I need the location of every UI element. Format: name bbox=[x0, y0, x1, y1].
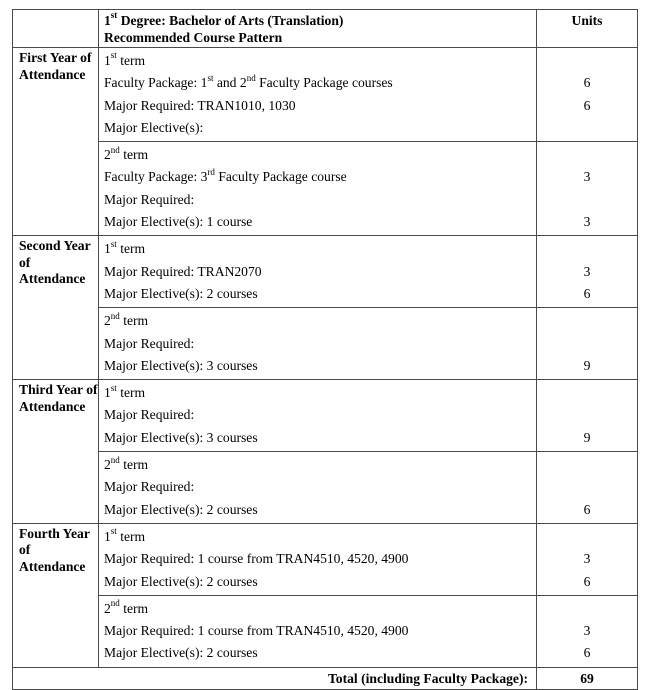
term-units-cell bbox=[537, 380, 638, 452]
header-title-cell bbox=[99, 10, 537, 48]
course-pattern-body bbox=[13, 10, 638, 690]
course-line: Major Elective(s): 2 courses bbox=[104, 285, 258, 301]
course-line: Major Required: bbox=[104, 191, 195, 207]
term-row bbox=[13, 236, 638, 308]
units-spacer bbox=[537, 238, 637, 260]
term-heading: 2nd term bbox=[104, 454, 149, 473]
term-row bbox=[13, 595, 638, 667]
term-row bbox=[13, 380, 638, 452]
units-spacer bbox=[537, 50, 637, 72]
year-label: Second Year of Attendance bbox=[13, 236, 99, 380]
course-line: Faculty Package: 3rd Faculty Package course bbox=[104, 166, 347, 185]
course-line: Major Elective(s): 2 courses bbox=[104, 573, 258, 589]
term-row bbox=[13, 142, 638, 236]
course-units bbox=[537, 189, 637, 211]
term-units-cell bbox=[537, 452, 638, 524]
year-label: First Year of Attendance bbox=[13, 48, 99, 236]
term-row bbox=[13, 523, 638, 595]
course-line: Major Required: bbox=[104, 479, 195, 495]
course-units: 3 bbox=[583, 551, 591, 567]
course-line: Major Required: TRAN1010, 1030 bbox=[104, 97, 296, 113]
total-units: 69 bbox=[537, 667, 638, 689]
degree-title: 1st Degree: Bachelor of Arts (Translation) bbox=[104, 10, 344, 28]
term-courses-cell bbox=[99, 595, 537, 667]
term-heading: 1st term bbox=[104, 50, 146, 68]
term-courses-cell bbox=[99, 308, 537, 380]
units-spacer bbox=[537, 598, 637, 620]
course-units: 6 bbox=[583, 97, 591, 113]
course-units: 6 bbox=[583, 75, 591, 91]
course-units: 9 bbox=[583, 429, 591, 445]
term-courses-cell bbox=[99, 380, 537, 452]
course-line: Major Required: 1 course from TRAN4510, 4520, 4900 bbox=[104, 623, 409, 639]
term-units-cell bbox=[537, 236, 638, 308]
course-units: 3 bbox=[583, 263, 591, 279]
units-spacer bbox=[537, 454, 637, 476]
term-heading: 2nd term bbox=[104, 144, 149, 163]
term-courses-cell bbox=[99, 48, 537, 142]
term-courses-cell bbox=[99, 452, 537, 524]
course-line: Major Elective(s): 1 course bbox=[104, 214, 253, 230]
term-units-cell bbox=[537, 308, 638, 380]
year-label: Third Year of Attendance bbox=[13, 380, 99, 524]
header-row bbox=[13, 10, 638, 48]
units-spacer bbox=[537, 310, 637, 332]
term-row bbox=[13, 308, 638, 380]
total-label: Total (including Faculty Package): bbox=[13, 667, 537, 689]
course-line: Major Elective(s): 2 courses bbox=[104, 645, 258, 661]
course-units: 3 bbox=[583, 169, 591, 185]
term-units-cell bbox=[537, 523, 638, 595]
term-courses-cell bbox=[99, 523, 537, 595]
total-row bbox=[13, 667, 638, 689]
course-line: Major Required: bbox=[104, 335, 195, 351]
course-units bbox=[537, 476, 637, 498]
course-pattern-table bbox=[12, 9, 638, 690]
course-units bbox=[537, 404, 637, 426]
units-header: Units bbox=[537, 10, 638, 48]
year-label: Fourth Year of Attendance bbox=[13, 523, 99, 667]
term-courses-cell bbox=[99, 236, 537, 308]
pattern-subtitle: Recommended Course Pattern bbox=[104, 29, 283, 45]
course-line: Major Elective(s): bbox=[104, 119, 204, 135]
course-units: 6 bbox=[583, 573, 591, 589]
term-units-cell bbox=[537, 48, 638, 142]
term-heading: 1st term bbox=[104, 382, 146, 401]
course-line: Major Elective(s): 3 courses bbox=[104, 429, 258, 445]
course-units: 3 bbox=[583, 214, 591, 230]
course-line: Major Required: TRAN2070 bbox=[104, 263, 262, 279]
units-spacer bbox=[537, 144, 637, 166]
course-line: Major Elective(s): 2 courses bbox=[104, 501, 258, 517]
term-heading: 1st term bbox=[104, 526, 146, 544]
course-line: Major Required: bbox=[104, 407, 195, 423]
term-courses-cell bbox=[99, 142, 537, 236]
term-heading: 2nd term bbox=[104, 310, 149, 329]
term-units-cell bbox=[537, 595, 638, 667]
units-spacer bbox=[537, 526, 637, 548]
course-line: Major Required: 1 course from TRAN4510, 4520, 4900 bbox=[104, 551, 409, 567]
course-line: Faculty Package: 1st and 2nd Faculty Package courses bbox=[104, 72, 393, 91]
course-units bbox=[537, 117, 637, 139]
course-units: 3 bbox=[583, 623, 591, 639]
term-heading: 2nd term bbox=[104, 598, 149, 616]
course-units: 6 bbox=[583, 285, 591, 301]
term-units-cell bbox=[537, 142, 638, 236]
term-row bbox=[13, 48, 638, 142]
course-units: 9 bbox=[583, 357, 591, 373]
course-units: 6 bbox=[583, 501, 591, 517]
units-spacer bbox=[537, 382, 637, 404]
course-units bbox=[537, 333, 637, 355]
term-row bbox=[13, 452, 638, 524]
course-line: Major Elective(s): 3 courses bbox=[104, 357, 258, 373]
header-blank-cell bbox=[13, 10, 99, 48]
course-units: 6 bbox=[583, 645, 591, 661]
term-heading: 1st term bbox=[104, 238, 146, 257]
